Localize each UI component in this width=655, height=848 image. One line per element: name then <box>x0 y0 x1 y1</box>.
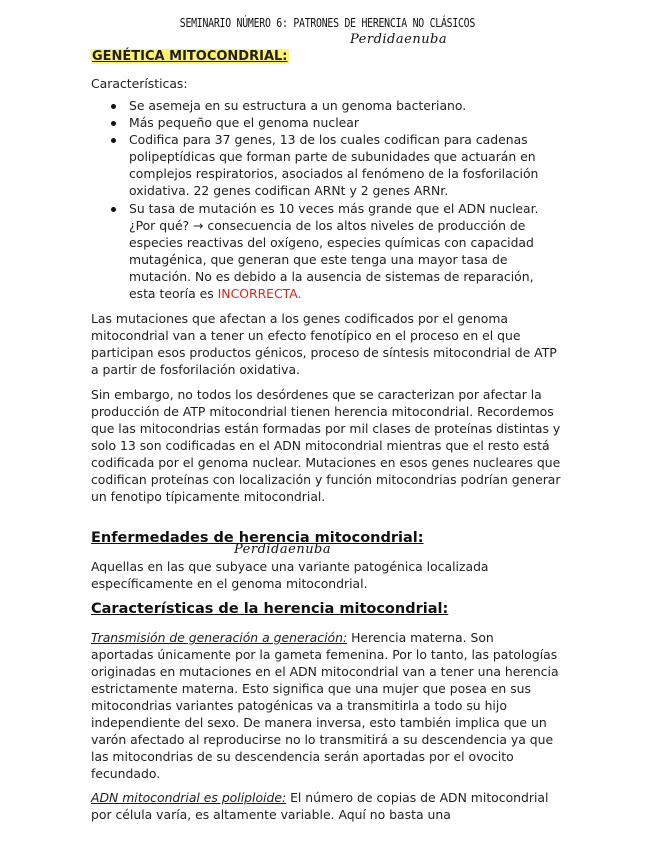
transmission-label: Transmisión de generación a generación: <box>91 630 348 645</box>
section-heading-mitochondrial-genetics: GENÉTICA MITOCONDRIAL: <box>92 49 288 64</box>
paragraph-polyploid <box>91 789 551 823</box>
incorrect-label: INCORRECTA. <box>217 286 302 301</box>
bullet-item-4 <box>129 200 554 302</box>
bullet-dot <box>111 121 116 126</box>
bullet-item-3: Codifica para 37 genes, 13 de los cuales codifican para cadenas polipeptídicas que forman parte de subunidades que actuarán en complejos respiratorios, asociados al fenómeno de la fosforilación oxidativa. 22 genes codifican ARNt y 2 genes ARNr. <box>129 132 539 198</box>
section-heading-inheritance-features: Características de la herencia mitocondrial: <box>91 601 449 617</box>
bullet-item-2: Más pequeño que el genoma nuclear <box>129 115 359 130</box>
polyploid-text: El número de copias de ADN mitocondrial por célula varía, es altamente variable. Aquí no basta una <box>91 790 549 822</box>
characteristics-label: Características: <box>91 76 188 91</box>
bullet-item-4-text: Su tasa de mutación es 10 veces más grande que el ADN nuclear. ¿Por qué? → consecuencia de los altos niveles de producción de especies reactivas del oxígeno, especies químicas con capacidad mutagénica, que generan que este tenga una mayor tasa de mutación. No es debido a la ausencia de sistemas de reparación, esta teoría es <box>129 201 539 301</box>
bullet-dot <box>111 104 116 109</box>
diseases-definition: Aquellas en las que subyace una variante patogénica localizada específicamente en el genoma mitocondrial. <box>91 559 489 591</box>
transmission-text: Herencia materna. Son aportadas únicamente por la gameta femenina. Por lo tanto, las patologías originadas en mutaciones en el ADN mitocondrial van a tener una herencia estrictamente materna. Esto significa que una mujer que posea en sus mitocondrias variantes patogénicas va a transmitirla a todo su hijo independiente del sexo. De manera inversa, esto también implica que un varón afectado al reproducirse no lo transmitirá a su descendencia ya que las mitocondrias de su descendencia serán aportadas por el ovocito fecundado. <box>91 630 559 781</box>
bullet-dot <box>111 207 116 212</box>
paragraph-transmission <box>91 629 559 782</box>
bullet-item-1: Se asemeja en su estructura a un genoma bacteriano. <box>129 98 467 113</box>
section-heading-diseases: Enfermedades de herencia mitocondrial: <box>91 530 424 546</box>
watermark-signature: Perdidaenuba <box>350 32 448 47</box>
document-title: SEMINARIO NÚMERO 6: PATRONES DE HERENCIA NO CLÁSICOS <box>179 16 476 30</box>
watermark-signature: Perdidaenuba <box>234 542 332 557</box>
paragraph-however: Sin embargo, no todos los desórdenes que se caracterizan por afectar la producción de ATP mitocondrial tienen herencia mitocondrial. Recordemos que las mitocondrias están formadas por mil clases de proteínas distintas y solo 13 son codificadas en el ADN mitocondrial mientras que el resto está codificada por el genoma nuclear. Mutaciones en esos genes nucleares que codifican proteínas con localización y función mitocondrias podrían generar un fenotipo típicamente mitocondrial. <box>91 387 561 504</box>
polyploid-label: ADN mitocondrial es poliploide: <box>91 790 287 805</box>
bullet-dot <box>111 138 116 143</box>
paragraph-mutations: Las mutaciones que afectan a los genes codificados por el genoma mitocondrial van a tener un efecto fenotípico en el proceso en el que participan esos productos génicos, proceso de síntesis mitocondrial de ATP a partir de fosforilación oxidativa. <box>91 311 557 377</box>
